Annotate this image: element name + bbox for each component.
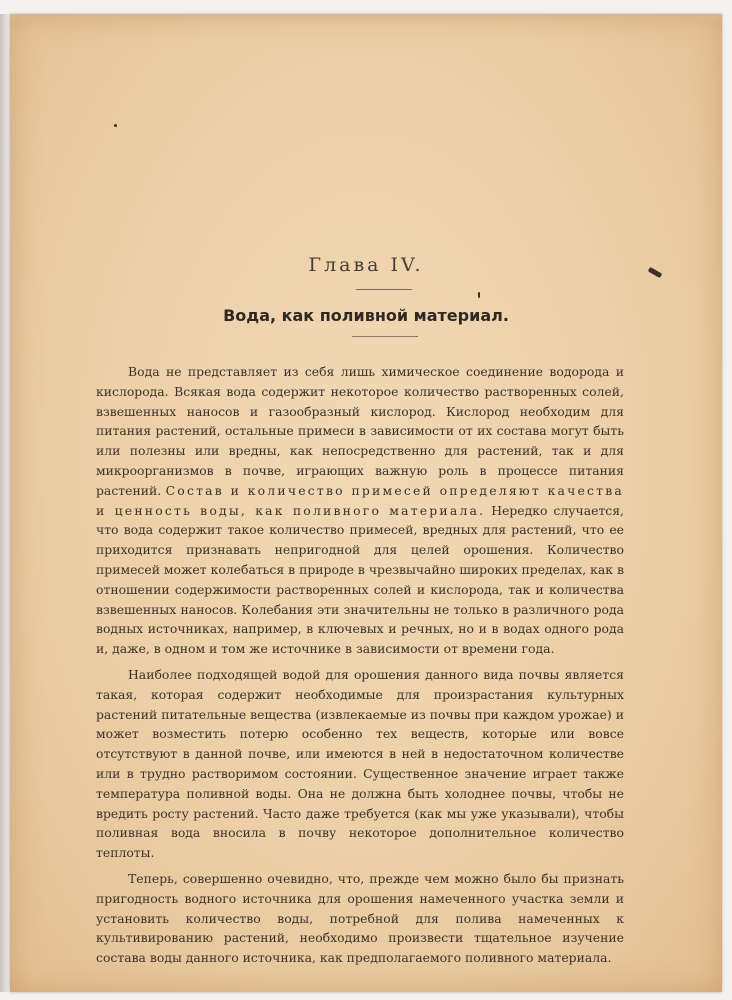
chapter-heading: Глава IV.	[308, 254, 424, 276]
book-page	[10, 14, 722, 992]
ink-speck	[114, 124, 117, 127]
paragraph-1-end: Нередко случается, что вода содержит такое количество примесей, вредных для растений, что ее приходится признавать непригодной для целей орошения. Количество примесей может колебаться в природе в чрезвычайно широких пределах, как в отношении содержимости растворенных солей и кислорода, так и количества взвешенных наносов. Колебания эти значительны не только в различного рода водных источниках, например, в ключевых и речных, но и в водах одного рода и, даже, в одном и том же источнике в зависимости от времени года.	[96, 502, 624, 657]
paragraph-1-spaced: Состав и количество примесей определяют качества и ценность воды, как поливного материала.	[96, 482, 624, 518]
body-text	[96, 362, 624, 974]
paragraph-1	[96, 362, 624, 659]
paragraph-3: Теперь, совершенно очевидно, что, прежде чем можно было бы признать пригодность водного источника для орошения намеченного участка земли и установить количество воды, потребной для полива намеченных к культивированию растений, необходимо произвести тщательное изучение состава воды данного источника, как предполагаемого поливного материала.	[96, 870, 624, 966]
scan-edge	[0, 14, 10, 992]
paragraph-2: Наиболее подходящей водой для орошения данного вида почвы является такая, которая содержит необходимые для произрастания культурных растений питательные вещества (извлекаемые из почвы при каждом урожае) и может возместить потерю особенно тех веществ, которые или вовсе отсутствуют в данной почве, или имеются в ней в недостаточном количестве или в трудно растворимом состоянии. Существенное значение играет также температура поливной воды. Она не должна быть холоднее почвы, чтобы не вредить росту растений. Часто даже требуется (как мы уже указывали), чтобы поливная вода вносила в почву некоторое дополнительное количество теплоты.	[96, 666, 624, 861]
chapter-rule	[356, 289, 412, 290]
chapter-title: Вода, как поливной материал.	[223, 306, 509, 325]
ink-speck	[478, 292, 480, 298]
paragraph-1-start: Вода не представляет из себя лишь химическое соединение водорода и кислорода. Всякая вода содержит некоторое количество растворенных солей, взвешенных наносов и газообразный кислород. Кислород необходим для питания растений, остальные примеси в зависимости от их состава могут быть или полезны или вредны, как непосредственно для растений, так и для микроорганизмов в почве, играющих важную роль в процессе питания растений.	[96, 364, 624, 498]
title-rule	[352, 336, 418, 337]
